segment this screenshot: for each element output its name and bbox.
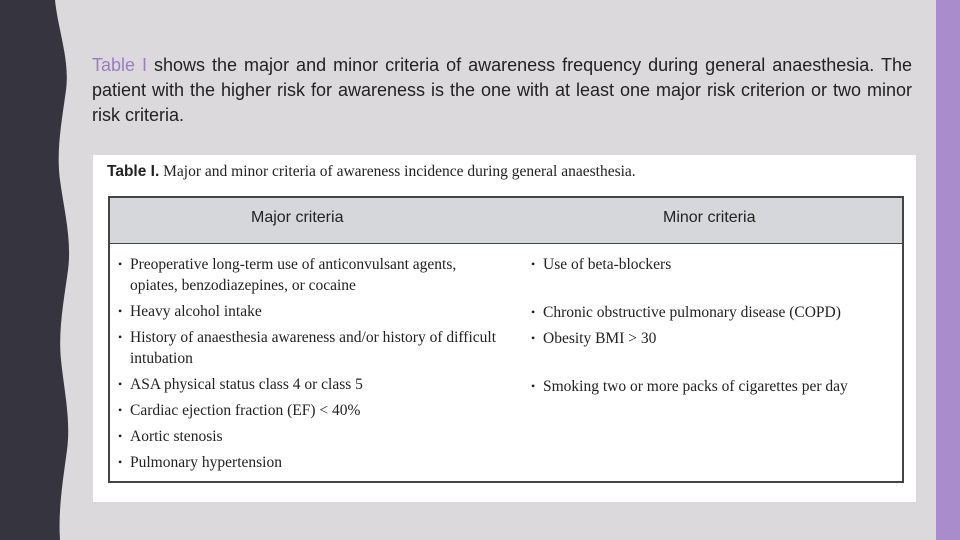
- table-caption-text: Major and minor criteria of awareness incidence during general anaesthesia.: [163, 163, 636, 180]
- bullet-icon: •: [118, 377, 123, 391]
- decorative-left-band: [0, 0, 90, 540]
- minor-criterion-text: Smoking two or more packs of cigarettes per day: [543, 378, 848, 395]
- major-criterion-item: [119, 254, 499, 296]
- major-criterion-text: Cardiac ejection fraction (EF) < 40%: [130, 402, 361, 419]
- major-criteria-list: [119, 254, 499, 478]
- minor-criteria-header: Minor criteria: [663, 209, 756, 226]
- major-criterion-item: [119, 301, 499, 322]
- intro-text: shows the major and minor criteria of awareness frequency during general anaesthesia. The patient with the higher risk for awareness is the one with at least one major risk criterion or two minor risk criteria.: [92, 55, 912, 125]
- decorative-accent-bar: [936, 0, 960, 540]
- minor-criterion-item: [532, 328, 902, 349]
- table-header-row: [110, 198, 902, 244]
- bullet-icon: •: [531, 305, 536, 319]
- table-reference-link: Table I: [92, 55, 148, 75]
- minor-criterion-text: Use of beta-blockers: [543, 256, 672, 273]
- minor-criterion-item: [532, 254, 902, 275]
- major-criterion-item: [119, 374, 499, 395]
- major-criterion-text: History of anaesthesia awareness and/or history of difficult intubation: [130, 329, 497, 367]
- bullet-icon: •: [118, 429, 123, 443]
- table-caption-label: Table I.: [107, 163, 160, 180]
- minor-criteria-list: [532, 254, 902, 397]
- major-criterion-item: [119, 452, 499, 473]
- major-criterion-text: ASA physical status class 4 or class 5: [130, 376, 363, 393]
- major-criterion-item: [119, 426, 499, 447]
- major-criterion-text: Preoperative long-term use of anticonvulsant agents, opiates, benzodiazepines, or cocaine: [130, 256, 457, 294]
- criteria-table: [108, 196, 904, 483]
- major-criterion-text: Aortic stenosis: [130, 428, 223, 445]
- bullet-icon: •: [531, 257, 536, 271]
- minor-criterion-item: [532, 302, 902, 323]
- table-caption: [107, 163, 636, 181]
- minor-criterion-text: Obesity BMI > 30: [543, 330, 657, 347]
- intro-paragraph: [92, 53, 912, 128]
- table-image: [93, 155, 916, 502]
- bullet-icon: •: [118, 403, 123, 417]
- major-criterion-item: [119, 400, 499, 421]
- bullet-icon: •: [118, 455, 123, 469]
- bullet-icon: •: [118, 304, 123, 318]
- minor-criterion-text: Chronic obstructive pulmonary disease (COPD): [543, 304, 841, 321]
- bullet-icon: •: [531, 331, 536, 345]
- major-criterion-item: [119, 327, 499, 369]
- bullet-icon: •: [118, 257, 123, 271]
- minor-criterion-item: [532, 376, 902, 397]
- major-criterion-text: Pulmonary hypertension: [130, 454, 282, 471]
- bullet-icon: •: [531, 379, 536, 393]
- bullet-icon: •: [118, 330, 123, 344]
- major-criteria-header: Major criteria: [251, 209, 344, 226]
- major-criterion-text: Heavy alcohol intake: [130, 303, 262, 320]
